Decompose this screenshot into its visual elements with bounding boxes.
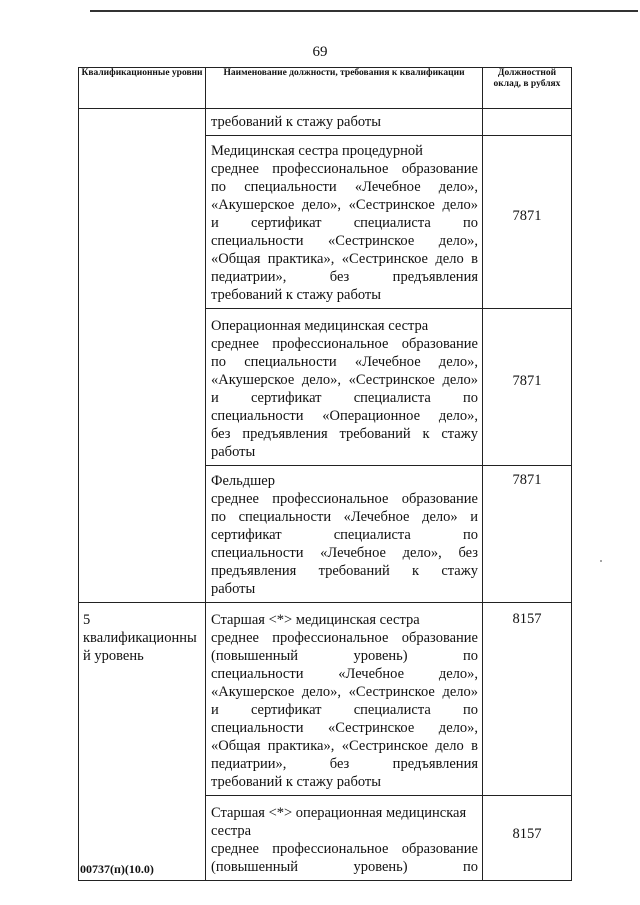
- text-line: «Общая практика», «Сестринское дело в: [211, 251, 478, 267]
- level-cell-empty: [79, 109, 206, 603]
- level-cell: [79, 603, 206, 881]
- text-line: среднее профессиональное образование: [211, 630, 478, 646]
- position-title: Старшая <*> операционная медицинская: [211, 805, 467, 821]
- salary-value: 7871: [512, 373, 542, 389]
- level-label-line: квалификационны: [83, 630, 197, 646]
- level-label-line: й уровень: [83, 648, 144, 664]
- text-line: среднее профессиональное образование: [211, 841, 478, 857]
- table-header-row: [79, 68, 572, 109]
- scan-speck: [600, 560, 602, 562]
- level-number: 5: [83, 612, 91, 628]
- text-line: и сертификат специалиста по: [211, 215, 478, 231]
- text-line: специальности «Лечебное дело», без: [211, 545, 478, 561]
- position-cell: [206, 109, 483, 136]
- text-line: по специальности «Лечебное дело» и: [211, 509, 478, 525]
- salary-cell: [483, 796, 572, 881]
- position-cell: [206, 466, 483, 603]
- text-line: по специальности «Лечебное дело»,: [211, 179, 478, 195]
- text-line: среднее профессиональное образование: [211, 491, 478, 507]
- text-line: специальности «Сестринское дело»,: [211, 233, 478, 249]
- qualification-table: [78, 67, 572, 881]
- text-line: «Акушерское дело», «Сестринское дело»: [211, 684, 478, 700]
- text-line: педиатрии», без предъявления: [211, 756, 478, 772]
- salary-value: 7871: [512, 472, 542, 488]
- text-line: требований к стажу работы: [211, 114, 381, 130]
- salary-value: 8157: [512, 826, 542, 842]
- text-line: предъявления требований к стажу: [211, 563, 478, 579]
- salary-cell: [483, 603, 572, 796]
- position-title: Операционная медицинская сестра: [211, 318, 429, 334]
- text-line: и сертификат специалиста по: [211, 390, 478, 406]
- text-line: среднее профессиональное образование: [211, 161, 478, 177]
- text-line: среднее профессиональное образование: [211, 336, 478, 352]
- text-line: (повышенный уровень) по: [211, 648, 478, 664]
- text-line: специальности «Сестринское дело»,: [211, 720, 478, 736]
- position-cell: [206, 309, 483, 466]
- text-line: «Акушерское дело», «Сестринское дело»: [211, 372, 478, 388]
- header-position-requirements: Наименование должности, требования к квалификации: [206, 68, 483, 109]
- text-line: «Общая практика», «Сестринское дело в: [211, 738, 478, 754]
- text-line: требований к стажу работы: [211, 287, 381, 303]
- table-row: [79, 109, 572, 136]
- text-line: специальности «Лечебное дело»,: [211, 666, 478, 682]
- header-salary: Должностной оклад, в рублях: [483, 68, 572, 109]
- document-code: 00737(п)(10.0): [80, 862, 154, 876]
- text-line: работы: [211, 581, 256, 597]
- position-title: сестра: [211, 823, 252, 839]
- text-line: педиатрии», без предъявления: [211, 269, 478, 285]
- table-row: [79, 603, 572, 796]
- salary-cell: [483, 309, 572, 466]
- top-rule: [90, 10, 638, 12]
- header-qualification-levels: Квалификационные уровни: [79, 68, 206, 109]
- salary-cell-empty: [483, 109, 572, 136]
- text-line: без предъявления требований к стажу: [211, 426, 478, 442]
- position-title: Фельдшер: [211, 473, 275, 489]
- text-line: сертификат специалиста по: [211, 527, 478, 543]
- position-cell: [206, 603, 483, 796]
- text-line: и сертификат специалиста по: [211, 702, 478, 718]
- text-line: требований к стажу работы: [211, 774, 381, 790]
- text-line: по специальности «Лечебное дело»,: [211, 354, 478, 370]
- salary-value: 7871: [512, 208, 542, 224]
- page-number: 69: [312, 44, 328, 60]
- position-title: Старшая <*> медицинская сестра: [211, 612, 420, 628]
- text-line: работы: [211, 444, 256, 460]
- salary-cell: [483, 136, 572, 309]
- position-cell: [206, 136, 483, 309]
- position-cell: [206, 796, 483, 881]
- text-line: специальности «Операционное дело»,: [211, 408, 478, 424]
- text-line: «Акушерское дело», «Сестринское дело»: [211, 197, 478, 213]
- salary-value: 8157: [512, 611, 542, 627]
- position-title: Медицинская сестра процедурной: [211, 143, 423, 159]
- text-line: (повышенный уровень) по: [211, 859, 478, 875]
- salary-cell: [483, 466, 572, 603]
